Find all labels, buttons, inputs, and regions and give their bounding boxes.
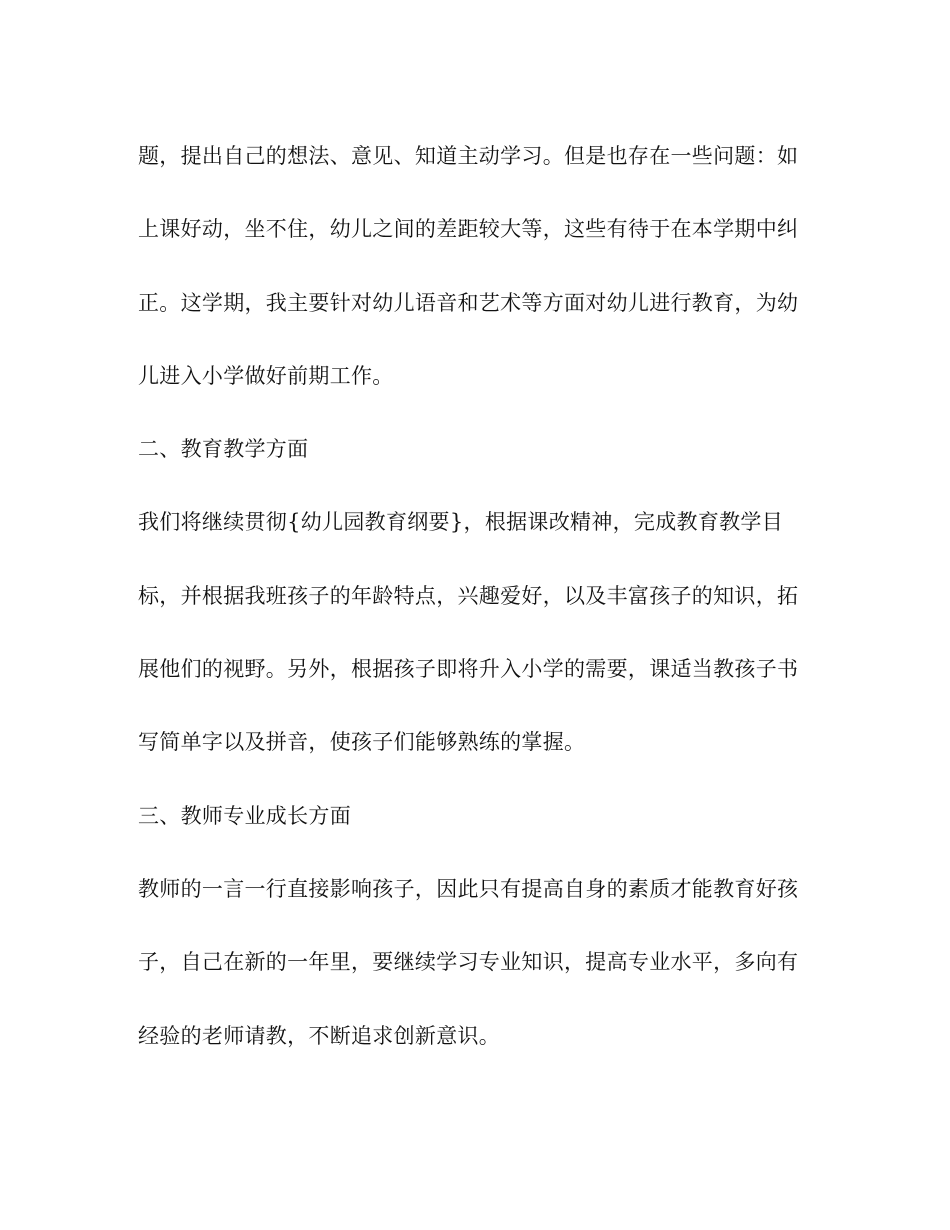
paragraph-line: 标，并根据我班孩子的年龄特点，兴趣爱好，以及丰富孩子的知识，拓 — [138, 583, 799, 608]
paragraph-line: 写简单字以及拼音，使孩子们能够熟练的掌握。 — [138, 730, 586, 755]
paragraph-line: 正。这学期，我主要针对幼儿语音和艺术等方面对幼儿进行教育，为幼 — [138, 290, 799, 315]
paragraph-line: 题，提出自己的想法、意见、知道主动学习。但是也存在一些问题：如 — [138, 144, 799, 168]
section-heading: 三、教师专业成长方面 — [138, 803, 351, 828]
paragraph-line: 上课好动，坐不住，幼儿之间的差距较大等，这些有待于在本学期中纠 — [138, 217, 799, 242]
paragraph-line: 儿进入小学做好前期工作。 — [138, 363, 394, 388]
paragraph-line: 经验的老师请教，不断追求创新意识。 — [138, 1023, 501, 1048]
paragraph-line: 我们将继续贯彻{幼儿园教育纲要}，根据课改精神，完成教育教学目 — [138, 510, 784, 535]
document-body — [138, 132, 818, 1085]
paragraph-line: 子，自己在新的一年里，要继续学习专业知识，提高专业水平，多向有 — [138, 950, 799, 975]
section-heading: 二、教育教学方面 — [138, 437, 309, 462]
paragraph-line: 教师的一言一行直接影响孩子，因此只有提高自身的素质才能教育好孩 — [138, 876, 799, 901]
paragraph-line: 展他们的视野。另外，根据孩子即将升入小学的需要，课适当教孩子书 — [138, 657, 799, 682]
